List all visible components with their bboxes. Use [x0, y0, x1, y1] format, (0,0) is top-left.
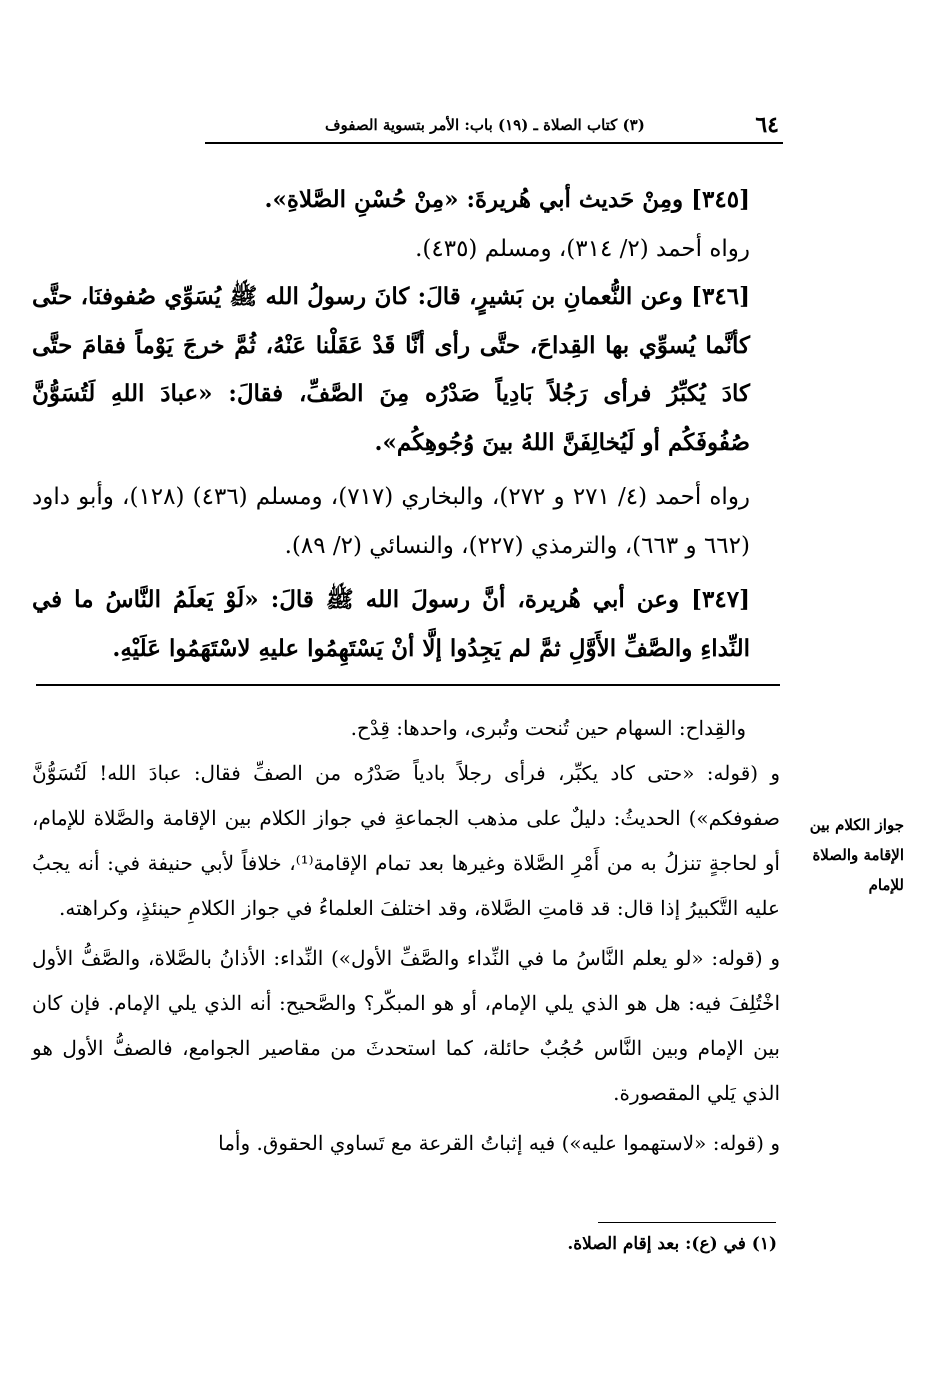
- hadith-345-source: رواه أحمد (٢/ ٣١٤)، ومسلم (٤٣٥).: [415, 235, 750, 262]
- running-head: (٣) كتاب الصلاة ـ (١٩) باب: الأمر بتسوية الصفوف: [325, 116, 645, 134]
- margin-note: جواز الكلام بين الإقامة والصلاة للإمام: [809, 816, 904, 894]
- footnote-rule: [598, 1222, 776, 1223]
- commentary-paragraph-1: والقِداح: السهام حين تُنحت وتُبرى، واحدها: قِدْح.: [350, 716, 746, 740]
- commentary-paragraph-3: و (قوله: «لو يعلم النَّاسُ ما في النِّداء والصَّفِّ الأول») النِّداء: الأذانُ بالصَّلاة، والصَّفُّ الأول اخْتُلِفَ فيه: هل هو الذي يلي الإمام، أو هو المبكّر؟ والصَّحيح: أنه الذي يلي الإمام. فإن كان بين الإمام وبين النَّاس حُجُبٌ حائلة، كما استحدثَ من مقاصير الجوامع، فالصفُّ الأول هو الذي يَلي المقصورة.: [32, 946, 780, 1105]
- hadith-345: [٣٤٥] ومِنْ حَديث أبي هُريرةَ: «مِنْ حُسْنِ الصَّلاةِ».: [264, 186, 750, 213]
- commentary-paragraph-2: و (قوله: «حتى كاد يكبِّر، فرأى رجلاً بادياً صَدْرُه من الصفِّ فقال: عبادَ الله! لَتُسَوُّنَّ صفوفكم») الحديثُ: دليلٌ على مذهب الجماعةِ في جواز الكلام بين الإقامة والصَّلاة للإمام، أو لحاجةٍ تنزلُ به من أَمْرِ الصَّلاة وغيرها بعد تمام الإقامة⁽¹⁾، خلافاً لأبي حنيفة في: أنه يجبُ عليه التَّكبيرُ إذا قال: قد قامتِ الصَّلاة، وقد اختلفَ العلماءُ في جواز الكلامِ حينئذٍ، وكراهته.: [32, 761, 780, 920]
- page-number: ٦٤: [755, 112, 779, 138]
- hadith-347: [٣٤٧] وعن أبي هُريرة، أنَّ رسولَ الله ﷺ قالَ: «لَوْ يَعلَمُ النَّاسُ ما في النِّداءِ والصَّفِّ الأَوَّلِ ثمَّ لم يَجِدُوا إلَّا أنْ يَسْتَهِمُوا عليهِ لاسْتَهَمُوا عَلَيْهِ.: [32, 586, 750, 662]
- page-header: [205, 112, 783, 144]
- hadith-346: [٣٤٦] وعن النُّعمانِ بن بَشيرٍ، قالَ: كانَ رسولُ الله ﷺ يُسَوِّي صُفوفنَا، حتَّى كأنَّما يُسوِّي بها القِداحَ، حتَّى رأى أنَّا قَدْ عَقَلْنا عَنْهُ، ثُمَّ خرجَ يَوْماً فقامَ حتَّى كادَ يُكبِّرُ فرأى رَجُلاً بَادِياً صَدْرُه مِنَ الصَّفِّ، فقالَ: «عبادَ اللهِ لَتُسَوُّنَّ صُفُوفَكُم أو لَيُخالِفَنَّ اللهُ بينَ وُجُوهِكُم».: [32, 283, 750, 456]
- hadith-text: [32, 176, 784, 673]
- commentary-paragraph-4: و (قوله: «لاستهموا عليه») فيه إثباتُ القرعة مع تَساوي الحقوق. وأما: [218, 1131, 780, 1155]
- hadith-346-source: رواه أحمد (٤/ ٢٧١ و ٢٧٢)، والبخاري (٧١٧)، ومسلم (٤٣٦) (١٢٨)، وأبو داود (٦٦٢ و ٦٦٣)، والترمذي (٢٢٧)، والنسائي (٢/ ٨٩).: [32, 484, 751, 559]
- commentary: [32, 706, 780, 1166]
- section-divider: [36, 684, 780, 686]
- footnote: (١) في (ع): بعد إقام الصلاة.: [567, 1234, 777, 1254]
